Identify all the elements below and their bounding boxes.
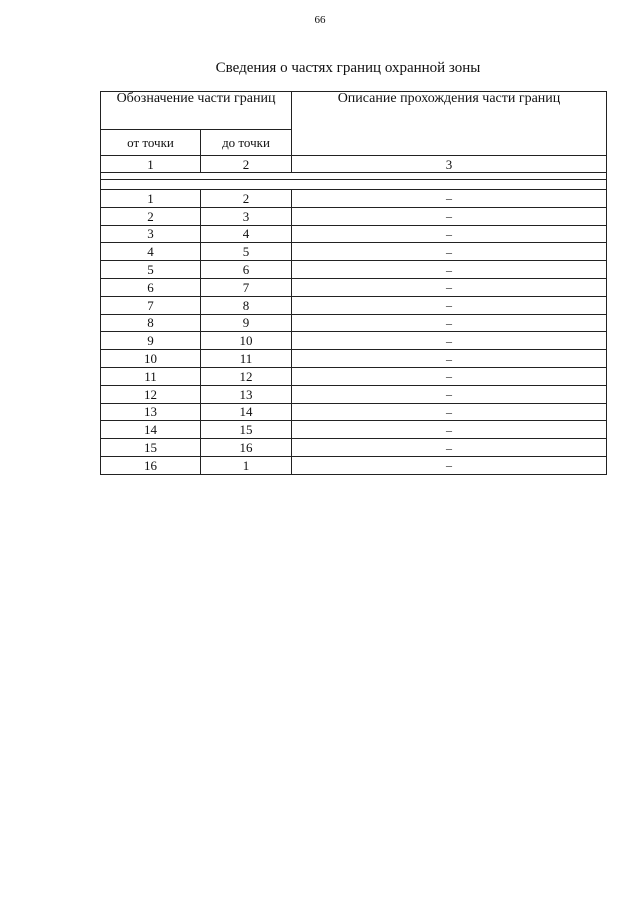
table-row <box>101 225 607 243</box>
column-number: 1 <box>101 156 201 173</box>
description-cell: – <box>292 261 607 279</box>
table-row <box>101 439 607 457</box>
description-cell: – <box>292 403 607 421</box>
from-point-cell: 11 <box>101 367 201 385</box>
header-to-point: до точки <box>201 130 292 156</box>
to-point-cell: 14 <box>201 403 292 421</box>
table-header-row <box>101 92 607 130</box>
description-cell: – <box>292 314 607 332</box>
table-row <box>101 190 607 208</box>
description-cell: – <box>292 243 607 261</box>
description-cell: – <box>292 296 607 314</box>
table-row <box>101 403 607 421</box>
table-row <box>101 350 607 368</box>
table-row <box>101 367 607 385</box>
from-point-cell: 15 <box>101 439 201 457</box>
from-point-cell: 9 <box>101 332 201 350</box>
table-row <box>101 261 607 279</box>
from-point-cell: 1 <box>101 190 201 208</box>
description-cell: – <box>292 207 607 225</box>
from-point-cell: 3 <box>101 225 201 243</box>
to-point-cell: 10 <box>201 332 292 350</box>
to-point-cell: 12 <box>201 367 292 385</box>
column-number: 3 <box>292 156 607 173</box>
table-row <box>101 456 607 474</box>
to-point-cell: 7 <box>201 278 292 296</box>
description-cell: – <box>292 456 607 474</box>
page-number: 66 <box>314 14 326 26</box>
description-cell: – <box>292 367 607 385</box>
from-point-cell: 14 <box>101 421 201 439</box>
to-point-cell: 15 <box>201 421 292 439</box>
from-point-cell: 7 <box>101 296 201 314</box>
to-point-cell: 13 <box>201 385 292 403</box>
table-row <box>101 243 607 261</box>
column-number: 2 <box>201 156 292 173</box>
document-title: Сведения о частях границ охранной зоны <box>215 60 481 76</box>
column-number-row <box>101 156 607 173</box>
from-point-cell: 2 <box>101 207 201 225</box>
to-point-cell: 9 <box>201 314 292 332</box>
table-row <box>101 421 607 439</box>
description-cell: – <box>292 278 607 296</box>
to-point-cell: 11 <box>201 350 292 368</box>
to-point-cell: 5 <box>201 243 292 261</box>
description-cell: – <box>292 439 607 457</box>
to-point-cell: 2 <box>201 190 292 208</box>
description-cell: – <box>292 350 607 368</box>
from-point-cell: 4 <box>101 243 201 261</box>
header-from-point: от точки <box>101 130 201 156</box>
from-point-cell: 16 <box>101 456 201 474</box>
description-cell: – <box>292 385 607 403</box>
table-row <box>101 278 607 296</box>
from-point-cell: 13 <box>101 403 201 421</box>
to-point-cell: 6 <box>201 261 292 279</box>
from-point-cell: 12 <box>101 385 201 403</box>
spacer-row <box>101 180 607 190</box>
table-row <box>101 207 607 225</box>
description-cell: – <box>292 421 607 439</box>
spacer-row <box>101 173 607 180</box>
description-cell: – <box>292 332 607 350</box>
from-point-cell: 6 <box>101 278 201 296</box>
table-row <box>101 332 607 350</box>
to-point-cell: 1 <box>201 456 292 474</box>
boundary-parts-table <box>100 91 607 475</box>
table-row <box>101 385 607 403</box>
from-point-cell: 5 <box>101 261 201 279</box>
to-point-cell: 4 <box>201 225 292 243</box>
description-cell: – <box>292 225 607 243</box>
header-description: Описание прохождения части границ <box>292 92 607 156</box>
to-point-cell: 16 <box>201 439 292 457</box>
header-part-designation: Обозначение части границ <box>101 92 292 130</box>
description-cell: – <box>292 190 607 208</box>
from-point-cell: 10 <box>101 350 201 368</box>
to-point-cell: 8 <box>201 296 292 314</box>
from-point-cell: 8 <box>101 314 201 332</box>
table-row <box>101 314 607 332</box>
table-row <box>101 296 607 314</box>
to-point-cell: 3 <box>201 207 292 225</box>
